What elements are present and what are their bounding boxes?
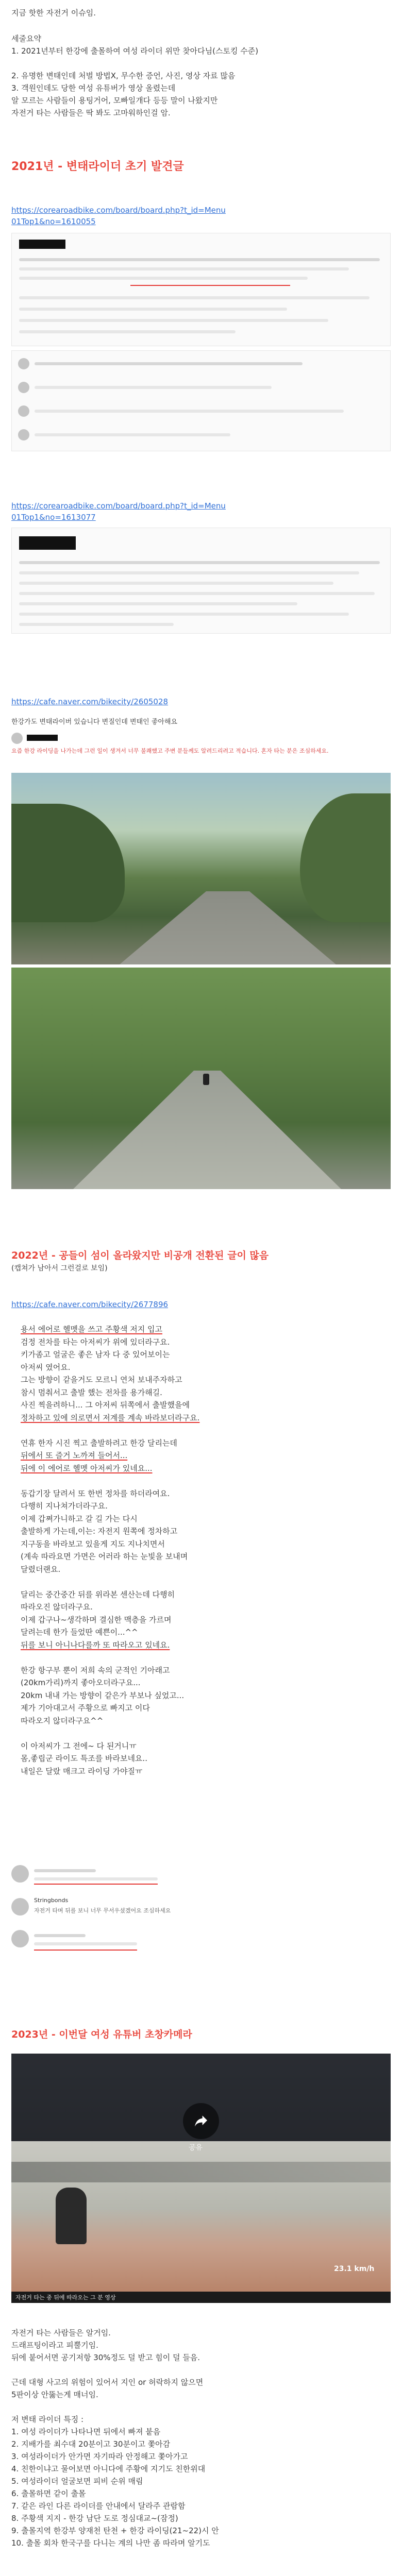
post-text-line bbox=[19, 330, 236, 333]
story-line: 달려는데 한가 들었딴 예쁜이...^^ bbox=[21, 1628, 138, 1637]
redacted-box bbox=[19, 536, 76, 550]
post-text-line bbox=[19, 308, 287, 311]
story-spacer bbox=[21, 1424, 381, 1437]
story-line: 다행히 지나쳐가더라구요. bbox=[21, 1501, 108, 1511]
story-line: 아저씨 였어요. bbox=[21, 1362, 71, 1372]
comment-line bbox=[34, 1877, 158, 1880]
story-line: 참시 멈춰서고 출발 했는 전차를 용가해길. bbox=[21, 1387, 162, 1397]
cafe-post-1-body: 요즘 한강 라이딩을 나가는데 그런 일이 생겨서 너무 불쾌했고 주변 분들께도 알려드리려고 적습니다. 혼자 타는 분은 조심하세요. bbox=[11, 748, 329, 754]
speed-readout: 23.1 km/h bbox=[334, 2265, 375, 2273]
forum-screenshot-3 bbox=[11, 528, 391, 634]
video-caption: 자전거 타는 중 뒤에 따라오는 그 분 영상 bbox=[15, 2294, 116, 2301]
story-line: 따라오지 않더라구요^^ bbox=[21, 1716, 104, 1725]
post-text-line bbox=[19, 319, 328, 322]
story-line: 동갑기장 달려서 또 한번 정차를 하더라여요. bbox=[21, 1488, 170, 1498]
post-spacer bbox=[11, 2401, 391, 2413]
post-line: 근데 대형 사고의 위험이 있어서 지인 or 허락하지 않으면 bbox=[11, 2378, 204, 2387]
story-line: 연휴 한자 시진 찍고 출발하려고 한강 달리는데 bbox=[21, 1438, 177, 1448]
comment-line bbox=[34, 1934, 86, 1937]
road-photo-2 bbox=[11, 968, 391, 1189]
post-line: 뒤에 붙어서면 공기저항 30%정도 덜 받고 힘이 덜 들음. bbox=[11, 2353, 200, 2362]
cafe-post-1 bbox=[11, 715, 391, 769]
forum-screenshot-2 bbox=[11, 350, 391, 451]
story-line: 이 아저씨가 그 전에~ 다 된거니ㅠ bbox=[21, 1741, 137, 1751]
avatar bbox=[11, 1898, 29, 1916]
post-line: 5. 여성라이더 얼굴보면 피비 순위 매림 bbox=[11, 2477, 143, 2486]
summary-post bbox=[11, 2327, 391, 2549]
story-paragraphs bbox=[21, 1323, 381, 1777]
story-line: 용서 에어로 헬멧을 쓰고 주황색 저지 입고 bbox=[21, 1325, 162, 1334]
story-line: 지구동을 바라보고 있을게 지도 지나치면서 bbox=[21, 1539, 165, 1549]
story-line: 따라오진 않더라구요. bbox=[21, 1602, 93, 1612]
rider-shape bbox=[203, 1074, 209, 1085]
story-line: 제가 기아대고서 주황으로 빠지고 이다 bbox=[21, 1703, 150, 1713]
road-photo-1 bbox=[11, 773, 391, 964]
post-line: 9. 출몰지역 한강부 양재천 탄천 + 한강 라이딩(21~22)시 안 bbox=[11, 2526, 219, 2535]
post-line: 3. 여성라이더가 안가면 자기따라 안정해고 쫓아가고 bbox=[11, 2452, 188, 2461]
red-underline bbox=[34, 1950, 137, 1951]
story-line: 그는 방향이 같을거도 모르니 연처 보내주자하고 bbox=[21, 1375, 182, 1384]
story-line: 달리는 중간중간 뒤를 위라본 센산는데 다행히 bbox=[21, 1589, 175, 1599]
post-text-line bbox=[19, 571, 359, 574]
video-rail bbox=[11, 2162, 391, 2182]
intro-title: 지금 핫한 자전거 이슈임. bbox=[11, 8, 96, 18]
post-line: 2. 지배가를 최수대 20분이고 30분이고 쫓아감 bbox=[11, 2439, 171, 2449]
road-shape bbox=[120, 891, 336, 964]
naver-cafe-link-2[interactable]: https://cafe.naver.com/bikecity/2677896 bbox=[11, 1300, 169, 1309]
summary-label: 세줄요약 bbox=[11, 34, 41, 43]
post-spacer bbox=[11, 2364, 391, 2376]
comment-block bbox=[11, 1865, 391, 1968]
story-spacer bbox=[21, 1575, 381, 1588]
summary-line-4: 알 모르는 사람들이 용팅거어, 모빠일개다 등등 말이 나왔지만 bbox=[11, 96, 218, 105]
commenter-name: Stringbonds bbox=[34, 1897, 69, 1904]
road-shape bbox=[73, 1071, 341, 1189]
story-line: 뒤에서 또 즐거 노까져 들어서... bbox=[21, 1451, 128, 1460]
post-line: 10. 출몰 회차 한국구를 다니는 계의 나만 좀 따라며 알기도 bbox=[11, 2538, 210, 2548]
post-line: 5판이상 안뚫는게 매너임. bbox=[11, 2390, 98, 2399]
cafe-post-1-title: 한강가도 변태라이버 있습니다 변질인데 변태인 좋아해요 bbox=[11, 718, 178, 726]
post-line: 7. 같은 라인 다른 라이더를 안내에서 달라주 관람함 bbox=[11, 2501, 186, 2511]
post-line: 6. 출몰하면 같이 출몰 bbox=[11, 2489, 86, 2498]
post-text-line bbox=[19, 582, 333, 585]
forum-screenshot-1 bbox=[11, 233, 391, 346]
story-spacer bbox=[21, 1475, 381, 1487]
story-line: 한강 항구부 뿐이 저희 속의 군적인 기아래고 bbox=[21, 1665, 170, 1675]
youtube-video[interactable] bbox=[11, 2054, 391, 2292]
avatar bbox=[18, 405, 29, 417]
red-underline bbox=[34, 1884, 158, 1885]
avatar bbox=[11, 1930, 29, 1947]
summary-line-2: 2. 유명한 변태인데 처벌 방법X, 무수한 증언, 사진, 영상 자료 많음 bbox=[11, 71, 236, 80]
comment-line bbox=[35, 433, 230, 436]
comment-text: 자전거 타며 뒤를 보니 너무 무서우셨겠어요 조심하세요 bbox=[34, 1907, 171, 1914]
story-line: 이제 갑구나~생각하며 결심한 맥층을 가르며 bbox=[21, 1615, 172, 1624]
comment-line bbox=[35, 410, 344, 413]
tree-shape bbox=[11, 804, 125, 922]
story-line: 뒤를 보니 아니나다를까 또 따라오고 있네요. bbox=[21, 1640, 170, 1650]
avatar bbox=[11, 733, 23, 744]
post-line: 8. 주황색 지지 - 한강 남단 도로 정심대교~(잠정) bbox=[11, 2514, 178, 2523]
story-line: 내일은 달랐 매크고 라이딩 가야질ㅠ bbox=[21, 1766, 143, 1776]
share-label: 공유 bbox=[189, 2144, 203, 2152]
story-spacer bbox=[21, 1651, 381, 1664]
story-line: 몸,좋립군 라이도 특조를 바라보네요.. bbox=[21, 1754, 147, 1763]
story-line: (계속 따라요면 가면은 어러라 하는 눈빛을 보내며 bbox=[21, 1552, 188, 1561]
story-line: (20km가리)까지 좋아오더라구요... bbox=[21, 1678, 141, 1687]
section-2022-subheading: (캡쳐가 남아서 그런걸로 보임) bbox=[11, 1264, 108, 1273]
post-text-line bbox=[19, 623, 174, 626]
corea-link-1[interactable]: https://corearoadbike.com/board/board.php?t_id=Menu01Top1&no=1610055 bbox=[11, 206, 226, 226]
comment-line bbox=[34, 1942, 137, 1945]
story-spacer bbox=[21, 1727, 381, 1740]
post-line: 드래프팅이라고 피뿔기임. bbox=[11, 2341, 98, 2350]
post-text-line bbox=[19, 267, 349, 270]
post-text-line bbox=[19, 277, 308, 280]
post-text-line bbox=[19, 613, 349, 616]
post-text-line bbox=[19, 561, 380, 564]
section-2021-heading: 2021년 - 변태라이더 초기 발견글 bbox=[11, 160, 184, 173]
avatar bbox=[18, 429, 29, 440]
naver-cafe-link-1[interactable]: https://cafe.naver.com/bikecity/2605028 bbox=[11, 697, 169, 706]
avatar bbox=[11, 1865, 29, 1883]
redacted-box bbox=[19, 240, 65, 249]
summary-line-5: 자전거 타는 사람들은 딱 봐도 고마워하인걸 암. bbox=[11, 108, 171, 117]
summary-line-3: 3. 객원인데도 당한 여성 유튜버가 영상 올렸는데 bbox=[11, 83, 176, 93]
section-2022-heading: 2022년 - 공들이 섬이 올라왔지만 비공개 전환된 글이 많음 bbox=[11, 1250, 269, 1261]
story-line: 출발하게 가는데,이는: 자전지 원쪽에 정차하고 bbox=[21, 1527, 178, 1536]
story-line: 이제 갑쪄가니하고 갈 길 가는 다시 bbox=[21, 1514, 138, 1523]
story-line: 사진 찍을려하니... 그 아저씨 뒤쪽에서 출발했을에 bbox=[21, 1400, 190, 1410]
video-caption-bar bbox=[11, 2292, 391, 2303]
story-line: 뒤에 이 에어로 헬멧 아저씨가 있네요... bbox=[21, 1463, 153, 1473]
section-2023-heading: 2023년 - 이번달 여성 유튜버 초창카메라 bbox=[11, 2029, 192, 2040]
comment-line bbox=[35, 386, 272, 389]
post-text-line bbox=[19, 592, 375, 595]
story-line: 검정 전차를 타는 아저씨가 위에 있더라구요. bbox=[21, 1337, 170, 1347]
post-line: 저 변태 라이더 특징 : bbox=[11, 2415, 84, 2424]
post-line: 4. 친한이냐고 물어보면 아니다에 주황에 지기도 친한위대 bbox=[11, 2464, 206, 2473]
redacted-box bbox=[27, 735, 58, 741]
story-line: 키가좀고 얼굴은 좋은 남자 다 중 있어보이는 bbox=[21, 1350, 170, 1359]
summary-line-1: 1. 2021년부터 한강에 출몰하여 여성 라이더 위만 찾아다님(스토킹 수준) bbox=[11, 46, 259, 56]
avatar bbox=[18, 382, 29, 393]
comment-line bbox=[35, 362, 303, 365]
comment-line bbox=[34, 1869, 96, 1872]
story-line: 정차하고 있에 의로면서 저계를 계속 바라보더라구요. bbox=[21, 1413, 200, 1422]
red-underline bbox=[130, 285, 290, 286]
story-line: 달렸더랜요. bbox=[21, 1564, 61, 1574]
post-text-line bbox=[19, 296, 370, 299]
post-line: 1. 여성 라이더가 나타나면 뒤에서 빠져 붙음 bbox=[11, 2427, 161, 2436]
rider-shape bbox=[56, 2188, 87, 2244]
corea-link-2[interactable]: https://corearoadbike.com/board/board.php?t_id=Menu01Top1&no=1613077 bbox=[11, 501, 226, 522]
post-text-line bbox=[19, 258, 380, 261]
avatar bbox=[18, 358, 29, 369]
story-line: 20km 내내 가는 방향이 같은가 부보나 싶었고... bbox=[21, 1690, 185, 1700]
share-icon bbox=[193, 2113, 209, 2129]
post-line: 자전거 타는 사람들은 알거임. bbox=[11, 2328, 111, 2337]
post-text-line bbox=[19, 602, 297, 605]
share-button[interactable] bbox=[183, 2103, 219, 2139]
tree-shape bbox=[300, 793, 391, 922]
